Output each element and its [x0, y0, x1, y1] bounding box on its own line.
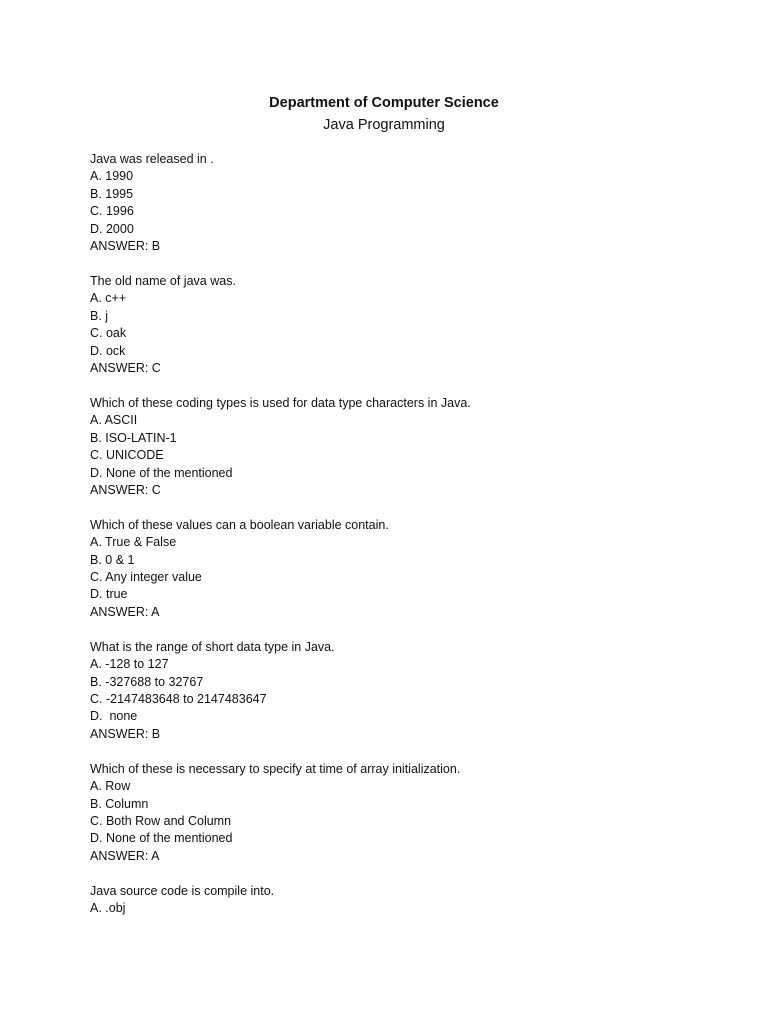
answer-option: A. ASCII [90, 413, 138, 428]
answer-option: B. -327688 to 32767 [90, 674, 204, 689]
answer-option: D. ock [90, 343, 126, 358]
answer-option: D. None of the mentioned [90, 465, 233, 480]
answer-key: ANSWER: B [90, 239, 161, 254]
answer-option: B. ISO-LATIN-1 [90, 430, 177, 445]
answer-option: C. Any integer value [90, 570, 202, 585]
question-block [90, 273, 730, 377]
question-block [90, 639, 730, 743]
question-list [90, 151, 730, 935]
answer-option: B. j [90, 308, 109, 323]
answer-option: B. Column [90, 796, 149, 811]
question-block [90, 151, 730, 255]
course-title: Java Programming [323, 117, 445, 133]
question-block [90, 517, 730, 621]
answer-key: ANSWER: A [90, 604, 160, 619]
answer-option: D. None of the mentioned [90, 831, 233, 846]
answer-option: C. UNICODE [90, 448, 164, 463]
answer-option: B. 1995 [90, 186, 134, 201]
question-block [90, 883, 730, 918]
answer-option: A. Row [90, 779, 131, 794]
question-text: Which of these coding types is used for data type characters in Java. [90, 395, 471, 410]
document-header [0, 94, 768, 135]
answer-option: D. 2000 [90, 221, 134, 236]
question-text: Which of these is necessary to specify at time of array initialization. [90, 761, 461, 776]
answer-key: ANSWER: C [90, 482, 161, 497]
department-title: Department of Computer Science [269, 95, 499, 111]
question-block [90, 761, 730, 865]
answer-option: D. true [90, 587, 128, 602]
answer-option: A. -128 to 127 [90, 657, 169, 672]
answer-option: B. 0 & 1 [90, 552, 135, 567]
question-text: What is the range of short data type in Java. [90, 639, 335, 654]
answer-key: ANSWER: C [90, 360, 161, 375]
question-text: Java source code is compile into. [90, 883, 275, 898]
answer-option: A. .obj [90, 901, 126, 916]
answer-key: ANSWER: A [90, 848, 160, 863]
answer-option: D. none [90, 709, 138, 724]
answer-option: A. c++ [90, 291, 127, 306]
answer-option: C. -2147483648 to 2147483647 [90, 691, 267, 706]
question-text: Which of these values can a boolean variable contain. [90, 517, 389, 532]
question-block [90, 395, 730, 499]
answer-option: C. 1996 [90, 204, 134, 219]
answer-option: A. 1990 [90, 169, 134, 184]
answer-option: A. True & False [90, 535, 177, 550]
question-text: Java was released in . [90, 152, 214, 166]
answer-key: ANSWER: B [90, 726, 161, 741]
answer-option: C. oak [90, 326, 127, 341]
question-text: The old name of java was. [90, 273, 236, 288]
answer-option: C. Both Row and Column [90, 813, 232, 828]
